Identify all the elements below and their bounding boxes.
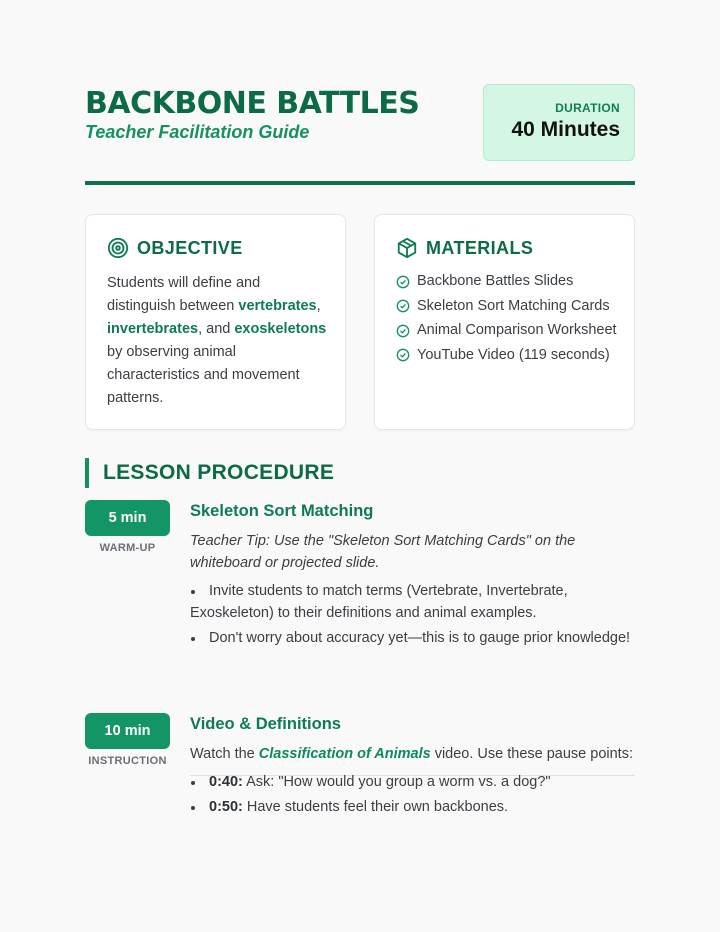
box-icon	[396, 237, 418, 259]
list-item: Don't worry about accuracy yet—this is to gauge prior knowledge!	[190, 627, 635, 649]
check-circle-icon	[396, 275, 410, 289]
material-label: Skeleton Sort Matching Cards	[417, 297, 610, 314]
materials-title: MATERIALS	[426, 237, 534, 258]
time-badge: 5 min	[85, 500, 170, 536]
step-content	[190, 500, 635, 652]
time-badge: 10 min	[85, 713, 170, 749]
check-circle-icon	[396, 324, 410, 338]
step-bullets	[190, 580, 635, 649]
step-intro	[190, 743, 635, 765]
list-item	[190, 796, 635, 818]
header-divider	[85, 181, 635, 185]
term-invertebrates: invertebrates	[107, 321, 199, 337]
pause-points	[190, 771, 635, 818]
materials-header	[396, 237, 533, 259]
objective-separator: , and	[198, 321, 235, 337]
term-exoskeletons: exoskeletons	[234, 321, 327, 337]
list-item	[396, 271, 628, 293]
intro-text: Watch the	[190, 746, 259, 762]
objective-text-start: Students will define and distinguish between	[107, 275, 261, 314]
material-label: Animal Comparison Worksheet	[417, 322, 617, 338]
check-circle-icon	[396, 299, 410, 313]
objective-title: OBJECTIVE	[137, 237, 243, 258]
page-title: BACKBONE BATTLES	[85, 86, 420, 121]
material-label: YouTube Video (119 seconds)	[417, 346, 610, 363]
lesson-guide-page	[85, 84, 635, 815]
duration-value: 40 Minutes	[511, 118, 620, 141]
list-item	[190, 771, 635, 793]
list-item	[396, 320, 628, 342]
objective-separator: ,	[316, 298, 321, 314]
page-subtitle: Teacher Facilitation Guide	[85, 122, 310, 142]
list-item	[396, 345, 628, 367]
step-title: Skeleton Sort Matching	[190, 502, 374, 520]
term-vertebrates: vertebrates	[238, 298, 317, 314]
list-item	[396, 296, 628, 318]
objective-header	[107, 237, 243, 259]
step-title: Video & Definitions	[190, 715, 341, 733]
phase-label: WARM-UP	[99, 542, 156, 554]
timestamp: 0:50:	[209, 799, 243, 815]
material-label: Backbone Battles Slides	[417, 273, 574, 289]
step-content	[190, 713, 635, 821]
objective-card	[85, 214, 346, 430]
duration-label: DURATION	[555, 101, 620, 115]
timestamp: 0:40:	[209, 774, 243, 790]
intro-text: video. Use these pause points:	[430, 746, 633, 762]
materials-card	[374, 214, 635, 430]
materials-list	[396, 271, 628, 369]
duration-badge	[483, 84, 635, 161]
phase-label: INSTRUCTION	[88, 755, 167, 767]
pause-point-text: Have students feel their own backbones.	[242, 799, 509, 815]
list-item: Invite students to match terms (Vertebrate, Invertebrate, Exoskeleton) to their definitions and animal examples.	[190, 580, 635, 624]
teacher-tip: Teacher Tip: Use the "Skeleton Sort Matching Cards" on the whiteboard or projected slide.	[190, 533, 576, 571]
objective-text-end: by observing animal characteristics and movement patterns.	[107, 344, 300, 406]
check-circle-icon	[396, 348, 410, 362]
info-cards	[85, 214, 635, 430]
video-title: Classification of Animals	[258, 746, 431, 762]
pause-point-text: Ask: "How would you group a worm vs. a dog?"	[242, 774, 551, 790]
lesson-procedure-heading: LESSON PROCEDURE	[85, 458, 334, 488]
header	[85, 84, 635, 184]
objective-text	[107, 272, 329, 410]
target-icon	[107, 237, 129, 259]
